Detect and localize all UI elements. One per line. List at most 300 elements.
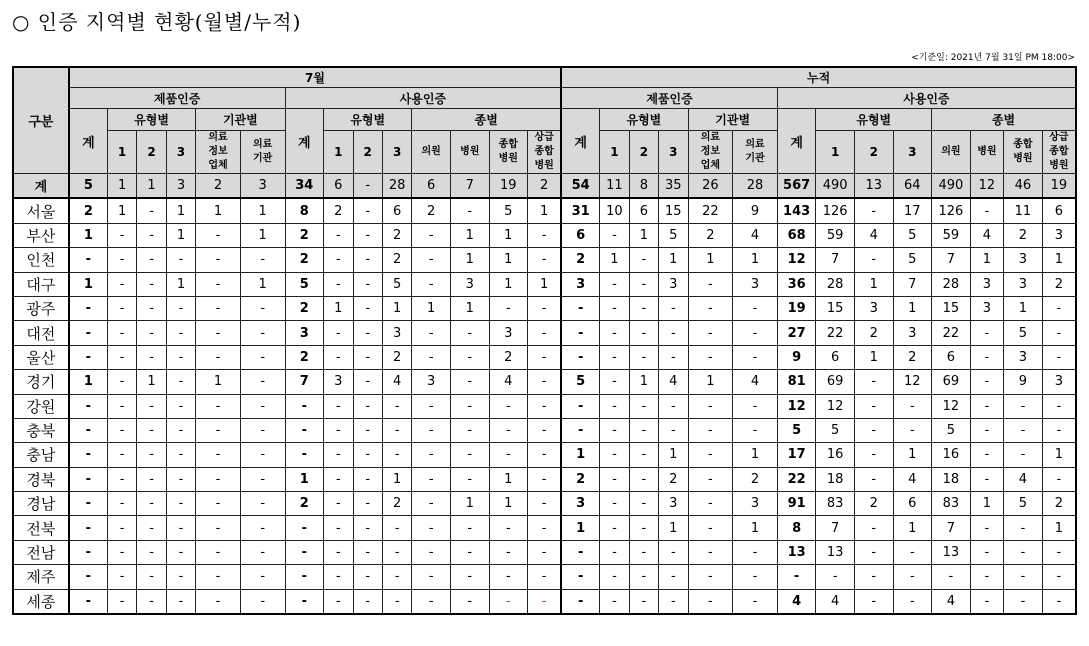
table-cell: - — [166, 443, 195, 467]
table-cell: - — [353, 223, 382, 247]
table-cell: - — [107, 418, 136, 442]
table-cell: - — [240, 467, 285, 491]
table-cell: - — [528, 296, 562, 320]
table-cell: - — [659, 394, 688, 418]
table-cell: - — [166, 345, 195, 369]
table-cell: - — [137, 492, 166, 516]
table-cell: - — [854, 565, 893, 589]
table-cell: - — [196, 272, 241, 296]
table-cell: - — [600, 223, 629, 247]
table-cell: - — [1042, 418, 1076, 442]
header-total: 계 — [69, 109, 108, 174]
table-cell: - — [659, 321, 688, 345]
table-cell: - — [688, 321, 733, 345]
table-cell: - — [240, 345, 285, 369]
table-cell: - — [324, 394, 353, 418]
table-cell: 3 — [893, 321, 932, 345]
table-cell: - — [854, 248, 893, 272]
table-cell: 7 — [893, 272, 932, 296]
table-cell: - — [688, 296, 733, 320]
region-label: 전북 — [13, 516, 69, 540]
table-cell: - — [382, 443, 411, 467]
table-cell: - — [324, 565, 353, 589]
table-cell: 6 — [412, 174, 451, 199]
region-label: 계 — [13, 174, 69, 199]
table-cell: 4 — [854, 223, 893, 247]
header-by-type: 유형별 — [600, 109, 688, 131]
table-cell: - — [353, 272, 382, 296]
table-cell: 1 — [69, 223, 108, 247]
table-cell: - — [412, 394, 451, 418]
table-cell: - — [854, 418, 893, 442]
table-cell: - — [107, 248, 136, 272]
page-title: ○ 인증 지역별 현황(월별/누적) — [12, 10, 302, 34]
table-cell: - — [240, 492, 285, 516]
header-by-type: 유형별 — [816, 109, 932, 131]
table-row — [13, 345, 1076, 369]
table-cell: - — [970, 370, 1004, 394]
table-cell: 1 — [69, 272, 108, 296]
table-cell: - — [240, 540, 285, 564]
table-cell: - — [528, 565, 562, 589]
table-cell: 12 — [777, 248, 816, 272]
table-cell: 2 — [561, 467, 600, 491]
header-by-kind: 종별 — [412, 109, 561, 131]
table-cell: - — [166, 540, 195, 564]
table-cell: - — [777, 565, 816, 589]
table-cell: 1 — [659, 248, 688, 272]
table-cell: - — [600, 565, 629, 589]
table-cell: - — [196, 321, 241, 345]
table-cell: 5 — [893, 223, 932, 247]
table-cell: - — [688, 516, 733, 540]
table-cell: - — [600, 467, 629, 491]
table-cell: - — [412, 565, 451, 589]
table-cell: - — [688, 394, 733, 418]
table-cell: - — [353, 565, 382, 589]
table-cell: - — [629, 443, 658, 467]
table-cell: - — [970, 540, 1004, 564]
table-cell: - — [107, 370, 136, 394]
table-cell: - — [240, 394, 285, 418]
table-cell: - — [561, 565, 600, 589]
table-cell: - — [629, 321, 658, 345]
table-cell: 7 — [816, 248, 855, 272]
header-type-1: 1 — [324, 131, 353, 174]
table-cell: 15 — [816, 296, 855, 320]
table-cell: 2 — [854, 321, 893, 345]
table-cell: 1 — [240, 223, 285, 247]
table-cell: 3 — [489, 321, 528, 345]
table-cell: 28 — [816, 272, 855, 296]
table-cell: 11 — [600, 174, 629, 199]
table-cell: 15 — [659, 198, 688, 223]
table-cell: - — [854, 516, 893, 540]
table-cell: 1 — [166, 198, 195, 223]
table-cell: - — [629, 248, 658, 272]
table-cell: - — [970, 345, 1004, 369]
table-cell: - — [1042, 540, 1076, 564]
table-cell: 3 — [450, 272, 489, 296]
header-clinic: 의원 — [932, 131, 971, 174]
table-cell: - — [324, 516, 353, 540]
table-cell: - — [382, 394, 411, 418]
table-cell: - — [412, 272, 451, 296]
table-cell: - — [854, 198, 893, 223]
table-cell: - — [561, 321, 600, 345]
region-label: 부산 — [13, 223, 69, 247]
header-type-2: 2 — [854, 131, 893, 174]
regional-certification-table — [12, 66, 1077, 615]
table-cell: 1 — [733, 248, 778, 272]
table-cell: 1 — [1042, 516, 1076, 540]
table-cell: 1 — [854, 345, 893, 369]
table-row — [13, 370, 1076, 394]
table-cell: - — [970, 589, 1004, 614]
header-general-hospital: 종합 병원 — [1004, 131, 1043, 174]
table-cell: - — [107, 565, 136, 589]
table-row — [13, 272, 1076, 296]
table-cell: - — [1004, 418, 1043, 442]
region-label: 경기 — [13, 370, 69, 394]
table-cell: - — [196, 467, 241, 491]
table-cell: 1 — [688, 248, 733, 272]
table-cell: - — [528, 443, 562, 467]
table-cell: - — [412, 443, 451, 467]
table-cell: - — [137, 223, 166, 247]
table-row — [13, 516, 1076, 540]
table-cell: 1 — [970, 248, 1004, 272]
table-cell: - — [196, 223, 241, 247]
table-cell: 2 — [489, 345, 528, 369]
table-cell: - — [353, 492, 382, 516]
table-cell: - — [659, 418, 688, 442]
table-cell: 1 — [1042, 443, 1076, 467]
table-cell: 2 — [854, 492, 893, 516]
region-label: 세종 — [13, 589, 69, 614]
table-cell: - — [450, 443, 489, 467]
table-cell: - — [382, 540, 411, 564]
table-cell: - — [285, 443, 324, 467]
table-cell: - — [240, 565, 285, 589]
table-cell: - — [412, 540, 451, 564]
header-tertiary-hospital: 상급 종합 병원 — [1042, 131, 1076, 174]
table-cell: - — [528, 370, 562, 394]
table-cell: 12 — [816, 394, 855, 418]
table-cell: 1 — [561, 516, 600, 540]
table-cell: - — [166, 492, 195, 516]
table-cell: 26 — [688, 174, 733, 199]
table-cell: 2 — [412, 198, 451, 223]
table-cell: 3 — [1004, 345, 1043, 369]
table-cell: - — [854, 370, 893, 394]
table-cell: - — [382, 516, 411, 540]
table-row — [13, 321, 1076, 345]
table-cell: 1 — [196, 198, 241, 223]
table-cell: - — [688, 540, 733, 564]
header-gubun: 구분 — [13, 67, 69, 174]
table-cell: - — [166, 248, 195, 272]
table-cell: 6 — [893, 492, 932, 516]
table-cell: 1 — [240, 198, 285, 223]
table-cell: - — [412, 345, 451, 369]
table-cell: - — [353, 321, 382, 345]
table-cell: - — [600, 321, 629, 345]
table-cell: - — [629, 516, 658, 540]
table-body — [13, 174, 1076, 615]
header-use-cert-month: 사용인증 — [285, 88, 561, 109]
header-type-1: 1 — [107, 131, 136, 174]
table-cell: - — [240, 443, 285, 467]
table-cell: - — [69, 492, 108, 516]
table-cell: 19 — [777, 296, 816, 320]
table-cell: - — [137, 321, 166, 345]
table-cell: - — [166, 296, 195, 320]
table-cell: - — [528, 467, 562, 491]
table-cell: - — [629, 418, 658, 442]
table-cell: 3 — [166, 174, 195, 199]
table-cell: 3 — [324, 370, 353, 394]
table-cell: 6 — [382, 198, 411, 223]
table-cell: - — [688, 565, 733, 589]
table-cell: 7 — [816, 516, 855, 540]
table-cell: - — [450, 540, 489, 564]
table-cell: 22 — [932, 321, 971, 345]
table-cell: 3 — [1042, 370, 1076, 394]
table-cell: 1 — [629, 223, 658, 247]
table-cell: - — [166, 321, 195, 345]
table-cell: - — [412, 321, 451, 345]
table-cell: - — [600, 516, 629, 540]
table-cell: - — [107, 589, 136, 614]
table-cell: 1 — [733, 443, 778, 467]
table-cell: - — [659, 565, 688, 589]
table-cell: 3 — [561, 272, 600, 296]
table-cell: - — [450, 516, 489, 540]
table-cell: - — [688, 443, 733, 467]
table-cell: 2 — [893, 345, 932, 369]
table-cell: 1 — [489, 248, 528, 272]
table-cell: - — [69, 516, 108, 540]
table-cell: - — [324, 589, 353, 614]
table-cell: 12 — [932, 394, 971, 418]
table-cell: - — [600, 443, 629, 467]
table-cell: 3 — [561, 492, 600, 516]
table-cell: - — [450, 589, 489, 614]
table-cell: - — [489, 589, 528, 614]
header-by-kind: 종별 — [932, 109, 1076, 131]
table-cell: 1 — [688, 370, 733, 394]
table-cell: - — [196, 443, 241, 467]
table-cell: - — [137, 565, 166, 589]
table-cell: - — [353, 540, 382, 564]
table-cell: 3 — [854, 296, 893, 320]
table-cell: - — [324, 248, 353, 272]
table-cell: - — [196, 516, 241, 540]
table-cell: - — [196, 418, 241, 442]
table-cell: 15 — [932, 296, 971, 320]
table-cell: - — [137, 272, 166, 296]
table-cell: - — [932, 565, 971, 589]
table-row — [13, 296, 1076, 320]
table-cell: - — [561, 394, 600, 418]
table-cell: - — [816, 565, 855, 589]
table-cell: - — [600, 418, 629, 442]
table-cell: - — [629, 492, 658, 516]
table-cell: 1 — [69, 370, 108, 394]
table-cell: - — [166, 467, 195, 491]
table-row — [13, 223, 1076, 247]
table-cell: - — [561, 540, 600, 564]
table-cell: 2 — [528, 174, 562, 199]
table-cell: 3 — [659, 272, 688, 296]
table-cell: - — [450, 565, 489, 589]
table-cell: 1 — [659, 443, 688, 467]
table-cell: - — [240, 516, 285, 540]
region-label: 서울 — [13, 198, 69, 223]
table-cell: 567 — [777, 174, 816, 199]
table-cell: 490 — [816, 174, 855, 199]
table-cell: - — [69, 394, 108, 418]
table-cell: - — [733, 589, 778, 614]
table-cell: - — [1042, 321, 1076, 345]
table-cell: - — [353, 248, 382, 272]
table-cell: - — [137, 467, 166, 491]
table-cell: - — [324, 467, 353, 491]
table-cell: - — [240, 248, 285, 272]
region-label: 제주 — [13, 565, 69, 589]
table-cell: 2 — [733, 467, 778, 491]
table-cell: 4 — [970, 223, 1004, 247]
table-cell: - — [450, 321, 489, 345]
table-cell: 1 — [489, 223, 528, 247]
table-cell: - — [688, 272, 733, 296]
table-cell: - — [893, 540, 932, 564]
table-cell: 4 — [382, 370, 411, 394]
header-by-institution: 기관별 — [688, 109, 777, 131]
table-cell: 1 — [893, 296, 932, 320]
table-cell: 1 — [137, 370, 166, 394]
table-cell: 81 — [777, 370, 816, 394]
table-cell: - — [69, 321, 108, 345]
table-cell: 35 — [659, 174, 688, 199]
table-cell: - — [1042, 345, 1076, 369]
table-cell: - — [528, 345, 562, 369]
table-cell: - — [528, 418, 562, 442]
table-cell: 1 — [450, 492, 489, 516]
table-cell: - — [353, 418, 382, 442]
table-cell: - — [528, 516, 562, 540]
table-cell: - — [353, 443, 382, 467]
table-cell: - — [196, 492, 241, 516]
table-cell: - — [489, 565, 528, 589]
table-cell: 5 — [893, 248, 932, 272]
table-cell: 18 — [816, 467, 855, 491]
header-product-cert-cum: 제품인증 — [561, 88, 777, 109]
table-cell: 83 — [932, 492, 971, 516]
table-cell: 5 — [69, 174, 108, 199]
table-cell: 34 — [285, 174, 324, 199]
table-cell: - — [1042, 565, 1076, 589]
table-cell: 1 — [528, 272, 562, 296]
table-cell: - — [688, 467, 733, 491]
table-cell: 2 — [382, 248, 411, 272]
table-cell: 59 — [932, 223, 971, 247]
table-cell: 27 — [777, 321, 816, 345]
table-cell: - — [412, 223, 451, 247]
table-cell: 6 — [816, 345, 855, 369]
table-cell: - — [353, 589, 382, 614]
table-cell: 13 — [777, 540, 816, 564]
table-cell: - — [600, 492, 629, 516]
table-cell: 83 — [816, 492, 855, 516]
header-med-institution: 의료 기관 — [733, 131, 778, 174]
table-cell: - — [970, 443, 1004, 467]
table-cell: 1 — [659, 516, 688, 540]
table-cell: - — [196, 345, 241, 369]
table-cell: - — [353, 516, 382, 540]
table-cell: - — [412, 418, 451, 442]
region-label: 광주 — [13, 296, 69, 320]
table-cell: 31 — [561, 198, 600, 223]
table-cell: 7 — [932, 248, 971, 272]
table-cell: - — [600, 272, 629, 296]
table-cell: - — [196, 589, 241, 614]
table-cell: - — [629, 296, 658, 320]
table-cell: 5 — [777, 418, 816, 442]
table-cell: 5 — [932, 418, 971, 442]
table-cell: - — [1042, 467, 1076, 491]
table-cell: - — [324, 321, 353, 345]
table-cell: 4 — [659, 370, 688, 394]
table-cell: 59 — [816, 223, 855, 247]
header-hospital: 병원 — [970, 131, 1004, 174]
header-by-institution: 기관별 — [196, 109, 285, 131]
table-cell: 9 — [733, 198, 778, 223]
table-cell: - — [285, 394, 324, 418]
table-cell: - — [240, 370, 285, 394]
table-cell: 11 — [1004, 198, 1043, 223]
header-type-3: 3 — [893, 131, 932, 174]
region-label: 경남 — [13, 492, 69, 516]
header-by-type: 유형별 — [107, 109, 195, 131]
table-cell: 1 — [854, 272, 893, 296]
table-cell: 8 — [629, 174, 658, 199]
table-cell: - — [137, 248, 166, 272]
table-cell: 9 — [1004, 370, 1043, 394]
header-type-3: 3 — [382, 131, 411, 174]
table-cell: - — [629, 345, 658, 369]
table-cell: - — [107, 345, 136, 369]
header-med-info-company: 의료 정보 업체 — [196, 131, 241, 174]
table-cell: 1 — [733, 516, 778, 540]
table-cell: - — [1042, 394, 1076, 418]
table-cell: 1 — [489, 272, 528, 296]
table-cell: - — [166, 516, 195, 540]
table-cell: 126 — [816, 198, 855, 223]
header-type-1: 1 — [600, 131, 629, 174]
table-cell: - — [489, 443, 528, 467]
table-cell: - — [1004, 589, 1043, 614]
table-cell: 1 — [893, 516, 932, 540]
table-cell: - — [733, 565, 778, 589]
table-cell: 19 — [489, 174, 528, 199]
table-cell: - — [107, 540, 136, 564]
table-cell: 1 — [561, 443, 600, 467]
table-cell: 3 — [285, 321, 324, 345]
table-cell: - — [324, 492, 353, 516]
table-cell: - — [733, 345, 778, 369]
